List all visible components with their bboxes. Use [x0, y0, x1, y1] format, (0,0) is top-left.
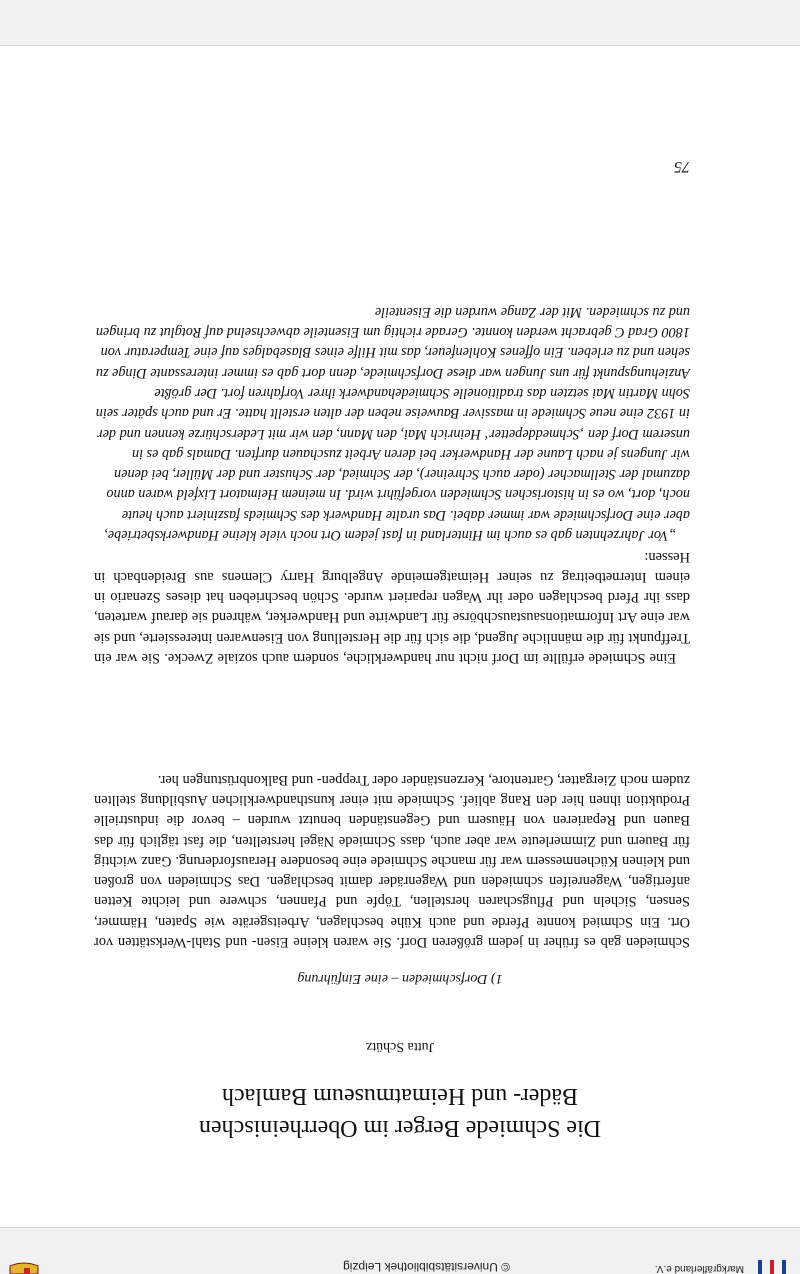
page-number: 75 [674, 158, 690, 175]
section-heading: 1) Dorfschmieden – eine Einführung [297, 971, 503, 986]
article-author: Jutta Schütz [365, 1039, 435, 1054]
quote-paragraph: „Vor Jahrzehnten gab es auch im Hinterland in fast jedem Ort noch viele kleine Handwerksbetriebe, aber eine Dorfschmiede war immer dabei. Das uralte Handwerk des Schmieds fasziniert auch heute noch, dort, wo es in historischen Schmieden vorgeführt wird. In meinem Heimatort Lixfeld waren anno dazumal der Stellmacher (oder auch Schreiner), der Schmied, der Schuster und der Müller, bei denen wir Jungens je nach Laune der Handwerker bei deren Arbeit zuschauen durften. Damals gab es in unserem Dorf den ‚Schmeddepetter‘ Heinrich Mai, den Mann, den wir mit Lederschürze kennen und der in 1932 eine neue Schmiede in massiver Bauweise neben der alten erstellt hatte. Er und auch später sein Sohn Martin Mai setzten das traditionelle Schmiedehandwerk ihrer Vorfahren fort. Der größte Anziehungspunkt für uns Jungen war diese Dorfschmiede, denn dort gab es immer interessante Dinge zu sehen und zu erleben. Ein offenes Kohlenfeuer, das mit Hilfe eines Blasebalges auf eine Temperatur von 1800 Grad C gebracht werden konnte. Gerade richtig um Eisenteile abwechselnd auf Rotglut zu bringen und zu schmieden. Mit der Zange wurden die Eisenteile [95, 303, 690, 543]
copyright-text: © Universitätsbibliothek Leipzig [343, 1260, 510, 1274]
ub-logo-icon [752, 1260, 792, 1274]
article-title: Die Schmiede Berger im Oberrheinischen Bäder- und Heimatmuseum Bamlach [198, 1083, 602, 1141]
crest-icon [8, 1260, 40, 1274]
society-label: Markgräflerland e.V. [654, 1263, 744, 1274]
viewer-bottom-bar [0, 0, 800, 46]
paragraph: Schmieden gab es früher in jedem größeren Dorf. Sie waren kleine Eisen- und Stahl-Werkstätten vor Ort. Ein Schmied konnte Pferde und auch Kühe beschlagen, Arbeitsgeräte wie Spaten, Hämmer, Sensen, Sicheln und Pflugscharen herstellen, Töpfe und Pfannen, schwere und leichte Ketten anfertigen, Wagenreifen schmieden und Wagenräder damit beschlagen. Das Schmieden von großen und kleinen Küchenmessern war für manche Schmiede eine besondere Herausforderung. Ganz wichtig für Bauern und Zimmerleute war aber auch, dass Schmiede Nägel herstellten, die fast täglich für das Bauen und Reparieren von Häusern und Gegenständen benutzt wurden – bevor die industrielle Produktion ihnen hier den Rang ablief. Schmiede mit einer kunsthandwerklichen Ausbildung stellten zudem noch Ziergatter, Gartentore, Kerzenständer oder Treppen- und Balkonbrüstungen her. [94, 771, 690, 950]
paragraph: Eine Schmiede erfüllte im Dorf nicht nur handwerkliche, sondern auch soziale Zwecke. Sie war ein Treffpunkt für die männliche Jugend, die sich für die Herstellung von Eisenwaren interessierte, und sie war eine Art Informationsaustauschbörse für Landwirte und Handwerker, während sie darauf warteten, dass ihr Pferd beschlagen oder ihr Wagen repariert wurde. Schön beschrieben hat dieses Szenario in einem Internetbeitrag zu seiner Heimatgemeinde Angelburg Harry Clemens aus Breidenbach in Hessen: [94, 548, 690, 666]
viewer-top-bar [0, 1227, 800, 1274]
